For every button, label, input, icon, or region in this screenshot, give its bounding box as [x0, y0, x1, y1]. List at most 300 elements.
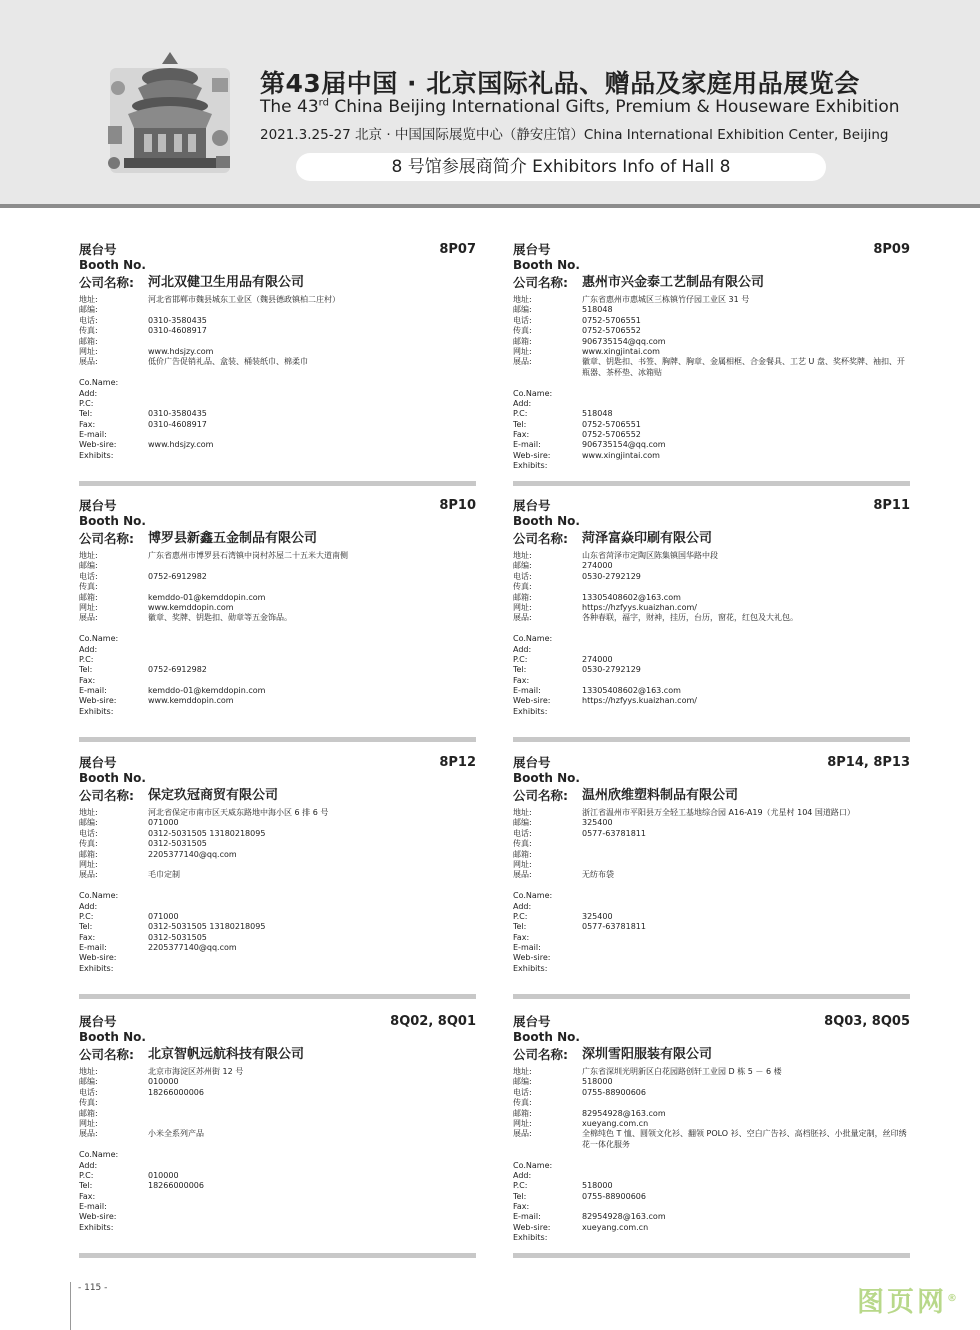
detail-value: 0310-4608917 — [148, 326, 207, 336]
detail-spacer — [79, 881, 476, 891]
detail-row-en — [79, 634, 476, 644]
detail-row — [79, 582, 476, 592]
detail-value-en: https://hzfyys.kuaizhan.com/ — [582, 696, 697, 706]
detail-value-en: 518048 — [582, 409, 613, 419]
detail-value: 906735154@qq.com — [582, 336, 666, 346]
detail-label: 电话: — [79, 1087, 98, 1097]
detail-row — [513, 1088, 910, 1098]
exhibitor-details — [79, 1067, 476, 1233]
detail-value: 0312-5031505 13180218095 — [148, 828, 266, 838]
detail-row-en — [513, 440, 910, 450]
detail-label: 网址: — [513, 346, 532, 356]
detail-row — [513, 829, 910, 839]
detail-row-en — [79, 440, 476, 450]
booth-label-cn: 展台号 — [79, 755, 117, 770]
detail-value: 毛巾定制 — [148, 870, 180, 880]
hall-info-banner: 8 号馆参展商简介 Exhibitors Info of Hall 8 — [296, 153, 826, 181]
detail-row-en — [513, 933, 910, 943]
detail-value-en: 0752-5706552 — [582, 430, 641, 440]
exhibitor-details — [513, 1067, 910, 1244]
detail-label: 传真: — [79, 839, 98, 849]
exhibitor-details — [513, 295, 910, 472]
detail-value: 广东省深圳光明新区白花园路创轩工业园 D 栋 5 － 6 楼 — [582, 1067, 782, 1076]
exhibitor-details — [513, 808, 910, 974]
detail-row-en — [513, 451, 910, 461]
detail-row — [79, 1088, 476, 1098]
detail-row — [79, 839, 476, 849]
detail-label-en: Web-sire: — [79, 953, 117, 963]
detail-value: 小米全系列产品 — [148, 1129, 204, 1139]
detail-label: 展品: — [513, 613, 532, 623]
detail-row — [79, 1077, 476, 1087]
detail-value: 低价广告促销礼品、盒装、桶装纸巾、棉柔巾 — [148, 357, 308, 367]
detail-label: 传真: — [513, 1098, 532, 1108]
detail-label-en: Web-sire: — [79, 1212, 117, 1222]
detail-row-en — [79, 655, 476, 665]
detail-value: 0752-5706551 — [582, 315, 641, 325]
detail-label-en: Add: — [513, 1170, 532, 1180]
detail-value: 071000 — [148, 818, 179, 828]
detail-label-en: P.C: — [513, 654, 528, 664]
detail-label-en: P.C: — [513, 911, 528, 921]
detail-label: 邮编: — [513, 305, 532, 315]
company-name-label: 公司名称: — [513, 275, 568, 290]
detail-row-en — [513, 1161, 910, 1171]
detail-value-en: 0755-88900606 — [582, 1191, 646, 1201]
detail-value: 0755-88900606 — [582, 1087, 646, 1097]
detail-row-en — [79, 1181, 476, 1191]
detail-value: 0312-5031505 — [148, 839, 207, 849]
booth-number: 8P14, 8P13 — [827, 755, 910, 770]
detail-value-en: www.kemddopin.com — [148, 696, 234, 706]
detail-label: 邮编: — [513, 1077, 532, 1087]
exhibitor-details — [79, 295, 476, 461]
detail-label-en: P.C: — [79, 1170, 94, 1180]
detail-value: 河北省保定市南市区天威东路地中海小区 6 排 6 号 — [148, 808, 329, 817]
detail-row — [79, 613, 476, 623]
detail-label: 地址: — [79, 551, 98, 560]
detail-label: 网址: — [513, 859, 532, 869]
detail-value: 徽章、奖牌、钥匙扣、勋章等五金饰品。 — [148, 613, 292, 623]
booth-label-cn: 展台号 — [513, 242, 551, 257]
detail-value: 518048 — [582, 305, 613, 315]
detail-row — [513, 1077, 910, 1087]
detail-row-en — [513, 707, 910, 717]
detail-value-en: 0312-5031505 13180218095 — [148, 922, 266, 932]
detail-label: 邮箱: — [79, 592, 98, 602]
detail-row-en — [79, 378, 476, 388]
detail-value-en: 0310-4608917 — [148, 419, 207, 429]
detail-row-en — [79, 665, 476, 675]
detail-row — [513, 1119, 910, 1129]
detail-value: https://hzfyys.kuaizhan.com/ — [582, 602, 697, 612]
booth-number: 8P11 — [873, 498, 910, 513]
booth-number: 8P09 — [873, 242, 910, 257]
detail-row — [79, 808, 476, 818]
detail-row-en — [79, 389, 476, 399]
company-name-label: 公司名称: — [79, 1047, 134, 1062]
detail-label-en: Fax: — [513, 932, 530, 942]
detail-label-en: E-mail: — [79, 943, 107, 953]
detail-value: 18266000006 — [148, 1087, 204, 1097]
company-name-label: 公司名称: — [513, 788, 568, 803]
detail-label-en: P.C: — [513, 1181, 528, 1191]
detail-value: 82954928@163.com — [582, 1108, 666, 1118]
detail-label-en: Fax: — [513, 430, 530, 440]
detail-value-en: 0530-2792129 — [582, 665, 641, 675]
detail-label: 邮箱: — [513, 1108, 532, 1118]
detail-value: 广东省惠州市博罗县石湾镇中岗村苏屋二十五米大道南侧 — [148, 551, 348, 560]
detail-label-en: Web-sire: — [513, 953, 551, 963]
card-separator-bar — [513, 481, 910, 486]
detail-label: 传真: — [79, 326, 98, 336]
detail-value-en: 0752-5706551 — [582, 419, 641, 429]
detail-value-en: 2205377140@qq.com — [148, 943, 237, 953]
detail-row — [513, 316, 910, 326]
detail-row-en — [513, 676, 910, 686]
detail-row — [79, 593, 476, 603]
company-name: 温州欣维塑料制品有限公司 — [582, 788, 739, 803]
exhibitor-details — [513, 551, 910, 717]
detail-row-en — [79, 645, 476, 655]
detail-label: 网址: — [513, 1118, 532, 1128]
detail-value-en: kemddo-01@kemddopin.com — [148, 686, 266, 696]
detail-row-en — [79, 933, 476, 943]
detail-label: 地址: — [79, 1067, 98, 1076]
detail-value: 0530-2792129 — [582, 571, 641, 581]
detail-row-en — [79, 686, 476, 696]
detail-row — [513, 295, 910, 305]
detail-value-en: 0310-3580435 — [148, 409, 207, 419]
detail-value-en: 82954928@163.com — [582, 1212, 666, 1222]
detail-label-en: Add: — [79, 901, 98, 911]
booth-label-cn: 展台号 — [79, 242, 117, 257]
detail-row — [513, 839, 910, 849]
company-name: 保定玖冠商贸有限公司 — [148, 788, 279, 803]
detail-label-en: Add: — [79, 388, 98, 398]
detail-row-en — [513, 420, 910, 430]
detail-row-en — [79, 1223, 476, 1233]
detail-label-en: Tel: — [513, 665, 527, 675]
detail-label: 传真: — [79, 1098, 98, 1108]
detail-row-en — [79, 409, 476, 419]
detail-label: 展品: — [513, 870, 532, 880]
detail-row-en — [79, 922, 476, 932]
booth-number: 8P07 — [439, 242, 476, 257]
booth-label-en: Booth No. — [79, 1030, 146, 1044]
detail-row — [513, 1109, 910, 1119]
booth-number: 8Q03, 8Q05 — [824, 1014, 910, 1029]
detail-label-en: Exhibits: — [513, 706, 548, 716]
company-name: 菏泽富焱印刷有限公司 — [582, 531, 713, 546]
detail-row-en — [513, 655, 910, 665]
detail-row-en — [79, 707, 476, 717]
detail-spacer — [79, 1140, 476, 1150]
detail-label-en: E-mail: — [513, 943, 541, 953]
detail-label: 地址: — [513, 1067, 532, 1076]
detail-row — [79, 1109, 476, 1119]
detail-label-en: Tel: — [79, 922, 93, 932]
detail-label-en: P.C: — [79, 398, 94, 408]
company-name: 河北双健卫生用品有限公司 — [148, 275, 305, 290]
detail-label-en: Tel: — [513, 922, 527, 932]
detail-row-en — [513, 389, 910, 399]
detail-label: 邮箱: — [79, 336, 98, 346]
header-divider — [0, 204, 980, 208]
detail-label-en: E-mail: — [513, 686, 541, 696]
detail-value-en: 906735154@qq.com — [582, 440, 666, 450]
detail-label: 地址: — [79, 808, 98, 817]
detail-row-en — [79, 399, 476, 409]
detail-value: www.xingjintai.com — [582, 346, 660, 356]
detail-row — [79, 829, 476, 839]
detail-label-en: Fax: — [513, 675, 530, 685]
detail-value-en: 0312-5031505 — [148, 932, 207, 942]
detail-row-en — [79, 1192, 476, 1202]
detail-value: 各种春联，福字，财神，挂历，台历，窗花，红包及大礼包。 — [582, 613, 798, 623]
detail-label-en: Web-sire: — [513, 450, 551, 460]
detail-row-en — [79, 912, 476, 922]
detail-label: 传真: — [79, 582, 98, 592]
detail-label-en: Co.Name: — [513, 891, 553, 901]
detail-row — [513, 613, 910, 623]
detail-row-en — [513, 461, 910, 471]
detail-row — [513, 337, 910, 347]
detail-label-en: E-mail: — [79, 1202, 107, 1212]
detail-value-en: xueyang.com.cn — [582, 1222, 649, 1232]
detail-row-en — [513, 902, 910, 912]
detail-value: 0752-6912982 — [148, 571, 207, 581]
detail-label: 地址: — [513, 808, 532, 817]
detail-row — [79, 1098, 476, 1108]
card-separator-bar — [79, 994, 476, 999]
detail-spacer — [513, 378, 910, 388]
detail-row — [79, 1067, 476, 1077]
detail-row — [79, 551, 476, 561]
detail-value: 山东省菏泽市定陶区陈集镇国华路中段 — [582, 551, 718, 560]
detail-label: 展品: — [513, 1129, 532, 1139]
booth-label-cn: 展台号 — [513, 1014, 551, 1029]
detail-label: 邮编: — [513, 561, 532, 571]
detail-label-en: Web-sire: — [79, 696, 117, 706]
card-separator-bar — [513, 737, 910, 742]
detail-label-en: Co.Name: — [513, 1160, 553, 1170]
booth-number: 8P12 — [439, 755, 476, 770]
card-separator-bar — [79, 1253, 476, 1258]
detail-row — [513, 582, 910, 592]
detail-row — [513, 593, 910, 603]
booth-number: 8P10 — [439, 498, 476, 513]
detail-label-en: Co.Name: — [513, 634, 553, 644]
detail-row — [513, 326, 910, 336]
detail-label-en: Co.Name: — [513, 388, 553, 398]
detail-label-en: Web-sire: — [513, 1222, 551, 1232]
detail-row — [513, 870, 910, 880]
exhibition-title-cn: 第43届中国 · 北京国际礼品、赠品及家庭用品展览会 — [260, 69, 860, 98]
detail-label: 邮编: — [79, 561, 98, 571]
detail-label-en: P.C: — [79, 911, 94, 921]
detail-row-en — [79, 1202, 476, 1212]
detail-label-en: E-mail: — [513, 440, 541, 450]
detail-row — [79, 357, 476, 367]
detail-row — [513, 1067, 910, 1077]
detail-row-en — [79, 953, 476, 963]
detail-spacer — [513, 1150, 910, 1160]
detail-value: 13305408602@163.com — [582, 592, 681, 602]
detail-value-en: www.hdsjzy.com — [148, 440, 214, 450]
booth-label-en: Booth No. — [513, 258, 580, 272]
detail-value: 2205377140@qq.com — [148, 849, 237, 859]
booth-label-en: Booth No. — [79, 771, 146, 785]
detail-label: 邮箱: — [513, 849, 532, 859]
detail-spacer — [79, 624, 476, 634]
detail-label-en: Co.Name: — [79, 378, 119, 388]
detail-row-en — [513, 953, 910, 963]
detail-value-en: 518000 — [582, 1181, 613, 1191]
detail-row — [513, 818, 910, 828]
detail-label: 网址: — [79, 346, 98, 356]
detail-label: 邮箱: — [79, 1108, 98, 1118]
detail-label-en: Exhibits: — [79, 963, 114, 973]
detail-label: 网址: — [79, 1118, 98, 1128]
detail-label: 电话: — [513, 1087, 532, 1097]
detail-value: 0310-3580435 — [148, 315, 207, 325]
detail-row-en — [513, 645, 910, 655]
exhibition-date-venue: 2021.3.25-27 北京 · 中国国际展览中心（静安庄馆）China International Exhibition Center, Beijing — [260, 127, 889, 143]
detail-value: 全棉纯色 T 恤、圆领文化衫、翻领 POLO 衫、空白广告衫、高档胚衫、小批量定制，丝印绣花一体化服务 — [582, 1129, 907, 1149]
detail-row-en — [513, 665, 910, 675]
detail-value: 北京市海淀区苏州街 12 号 — [148, 1067, 244, 1076]
detail-label: 邮箱: — [79, 849, 98, 859]
detail-label: 邮编: — [513, 818, 532, 828]
detail-label-en: Fax: — [79, 1191, 96, 1201]
detail-row-en — [513, 943, 910, 953]
detail-row — [79, 295, 476, 305]
detail-row-en — [79, 902, 476, 912]
detail-label-en: Exhibits: — [513, 461, 548, 471]
detail-label: 展品: — [79, 870, 98, 880]
detail-row — [79, 870, 476, 880]
company-name: 惠州市兴金泰工艺制品有限公司 — [582, 275, 765, 290]
detail-row — [79, 1119, 476, 1129]
detail-row-en — [79, 891, 476, 901]
detail-label: 电话: — [79, 315, 98, 325]
detail-label: 网址: — [79, 859, 98, 869]
detail-label: 传真: — [513, 582, 532, 592]
detail-label: 邮箱: — [513, 336, 532, 346]
detail-value: 0752-5706552 — [582, 326, 641, 336]
detail-value: www.hdsjzy.com — [148, 346, 214, 356]
detail-value: 浙江省温州市平阳县万全轻工基地综合园 A16-A19（尤星村 104 国道路口） — [582, 808, 855, 817]
detail-label: 电话: — [79, 828, 98, 838]
detail-label-en: E-mail: — [79, 686, 107, 696]
detail-row — [79, 850, 476, 860]
detail-row-en — [79, 676, 476, 686]
detail-value-en: 0752-6912982 — [148, 665, 207, 675]
detail-label: 地址: — [513, 295, 532, 304]
detail-row-en — [513, 696, 910, 706]
page-number: - 115 - — [78, 1283, 108, 1293]
detail-value-en: 071000 — [148, 911, 179, 921]
detail-row-en — [513, 922, 910, 932]
detail-label-en: Fax: — [79, 419, 96, 429]
detail-row-en — [79, 964, 476, 974]
detail-row-en — [513, 634, 910, 644]
detail-label-en: Tel: — [513, 1191, 527, 1201]
detail-value: 274000 — [582, 561, 613, 571]
detail-value: kemddo-01@kemddopin.com — [148, 592, 266, 602]
detail-row — [79, 305, 476, 315]
detail-row — [513, 808, 910, 818]
detail-label-en: Tel: — [79, 1181, 93, 1191]
footer-divider — [70, 1282, 71, 1330]
detail-row-en — [79, 1161, 476, 1171]
detail-row — [79, 316, 476, 326]
detail-value: 518000 — [582, 1077, 613, 1087]
booth-label-cn: 展台号 — [79, 1014, 117, 1029]
detail-value-en: 274000 — [582, 654, 613, 664]
detail-row — [79, 347, 476, 357]
detail-row — [513, 1129, 910, 1150]
exhibition-logo-icon — [100, 48, 240, 178]
detail-row — [513, 603, 910, 613]
detail-label-en: Exhibits: — [513, 1233, 548, 1243]
detail-label: 电话: — [513, 571, 532, 581]
detail-value: 0577-63781811 — [582, 828, 646, 838]
detail-label-en: Tel: — [79, 665, 93, 675]
detail-row — [513, 357, 910, 378]
detail-row-en — [513, 409, 910, 419]
detail-label-en: Web-sire: — [513, 696, 551, 706]
detail-value: 无纺布袋 — [582, 870, 614, 880]
detail-value-en: 325400 — [582, 911, 613, 921]
detail-label-en: Add: — [79, 644, 98, 654]
company-name: 博罗县新鑫五金制品有限公司 — [148, 531, 318, 546]
detail-label-en: Exhibits: — [79, 450, 114, 460]
detail-label-en: Co.Name: — [79, 634, 119, 644]
detail-row — [79, 603, 476, 613]
detail-label-en: Fax: — [513, 1202, 530, 1212]
booth-label-cn: 展台号 — [79, 498, 117, 513]
detail-row-en — [513, 430, 910, 440]
detail-label: 地址: — [79, 295, 98, 304]
detail-spacer — [79, 368, 476, 378]
exhibition-title-en: The 43rd China Beijing International Gifts, Premium & Houseware Exhibition — [260, 97, 900, 117]
detail-label: 网址: — [79, 602, 98, 612]
detail-label: 邮编: — [79, 1077, 98, 1087]
detail-row — [79, 818, 476, 828]
detail-row-en — [513, 399, 910, 409]
detail-value: 325400 — [582, 818, 613, 828]
detail-row-en — [513, 686, 910, 696]
detail-row-en — [513, 1181, 910, 1191]
detail-row — [513, 860, 910, 870]
booth-label-en: Booth No. — [513, 771, 580, 785]
detail-row-en — [513, 1192, 910, 1202]
card-separator-bar — [79, 737, 476, 742]
detail-label-en: Fax: — [79, 932, 96, 942]
detail-row — [513, 850, 910, 860]
company-name: 北京智帆远航科技有限公司 — [148, 1047, 305, 1062]
detail-row-en — [513, 1223, 910, 1233]
detail-label: 展品: — [513, 357, 532, 367]
detail-row-en — [513, 1212, 910, 1222]
detail-row-en — [513, 1202, 910, 1212]
detail-label-en: E-mail: — [513, 1212, 541, 1222]
detail-label-en: P.C: — [513, 409, 528, 419]
detail-row-en — [513, 964, 910, 974]
detail-value-en: 13305408602@163.com — [582, 686, 681, 696]
